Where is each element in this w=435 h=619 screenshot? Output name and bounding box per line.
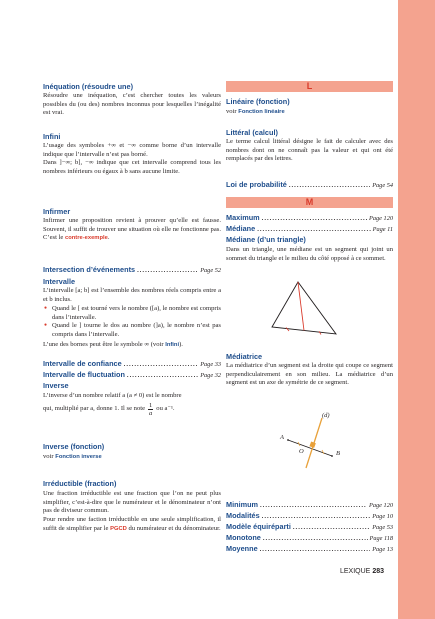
entry-title-intervalle: Intervalle xyxy=(43,277,76,286)
entry-title-inverse-fonction: Inverse (fonction) xyxy=(43,442,105,451)
entry-monotone[interactable]: Monotone ..... Page 118 xyxy=(226,533,393,544)
entry-loi-probabilite[interactable]: Loi de probabilité ..... Page 54 xyxy=(226,180,393,191)
page-number: 283 xyxy=(372,568,384,575)
entry-intervalle-fluctuation[interactable]: Intervalle de fluctuation ..... Page 32 xyxy=(43,370,221,381)
entry-mediane[interactable]: Médiane ..... Page 11 xyxy=(226,224,393,235)
entry-title-inverse: Inverse xyxy=(43,381,69,390)
entry-modele-equireparti[interactable]: Modèle équiréparti ..... Page 53 xyxy=(226,522,393,533)
entry-text-litteral: Le terme calcul littéral désigne le fait de calculer avec des nombres dont on ne connaît pas la valeur et qui ont été remplacés par des lettres. xyxy=(226,138,393,163)
letter-band-l: L xyxy=(226,81,393,92)
figure-label-o: O xyxy=(299,448,304,455)
entry-intervalle-confiance[interactable]: Intervalle de confiance ..... Page 33 xyxy=(43,359,221,370)
entry-text-infini-1: L’usage des symboles +∞ et −∞ comme borne d’un intervalle indique que l’intervalle n’est pas borné. xyxy=(43,142,221,158)
chapter-sidebar-tab xyxy=(398,0,435,619)
link-infini[interactable]: Infini xyxy=(165,342,180,348)
figure-label-d: (d) xyxy=(322,412,330,419)
link-fonction-lineaire[interactable]: Fonction linéaire xyxy=(238,109,285,115)
intervalle-bullet-list xyxy=(43,305,221,339)
entry-modalites[interactable]: Modalités ..... Page 10 xyxy=(226,511,393,522)
link-fonction-inverse[interactable]: Fonction inverse xyxy=(55,454,102,460)
link-pgcd[interactable]: PGCD xyxy=(110,525,127,532)
entry-text-inequation: Résoudre une inéquation, c’est chercher toutes les valeurs possibles du (ou des) nombres inconnus pour lesquelles l’inégalité est vrai. xyxy=(43,92,221,117)
entry-text-irreductible-2: Pour rendre une faction irréductible en une seule simplification, il suffit de simplifier par le PGCD du numérateur et du dénominateur. xyxy=(43,516,221,532)
entry-title-litteral: Littéral (calcul) xyxy=(226,128,278,137)
page-footer xyxy=(340,568,384,575)
link-contre-exemple[interactable]: contre-exemple xyxy=(64,235,108,242)
entry-text-intervalle: L’intervalle [a; b] est l’ensemble des nombres réels compris entre a et b inclus. xyxy=(43,287,221,303)
entry-voir-inverse-fonction: voir Fonction inverse xyxy=(43,453,102,460)
list-item: ● Quand le [ est tourné vers le nombre ([a), le nombre est compris dans l’intervalle. xyxy=(43,305,221,322)
entry-title-irreductible: Irréductible (fraction) xyxy=(43,479,117,488)
entry-title-lineaire: Linéaire (fonction) xyxy=(226,97,290,106)
entry-voir-lineaire: voir Fonction linéaire xyxy=(226,108,285,115)
entry-text-inverse-1: L’inverse d’un nombre relatif a (a ≠ 0) est le nombre xyxy=(43,392,182,399)
entry-text-inverse-2: qui, multiplié par a, donne 1. Il se note 1 a ou a⁻¹. xyxy=(43,402,175,417)
triangle-median-figure xyxy=(226,270,393,340)
entry-moyenne[interactable]: Moyenne ..... Page 13 xyxy=(226,544,393,555)
entry-text-infini-2: Dans ]−∞; b], −∞ indique que cet intervalle comprend tous les nombres inférieurs ou égaux à b sans aucune limite. xyxy=(43,159,221,175)
entry-minimum[interactable]: Minimum ..... Page 120 xyxy=(226,500,393,511)
entry-text-mediatrice: La médiatrice d’un segment est la droite qui coupe ce segment perpendiculairement en son milieu. La médiatrice d’un segment est un axe de symétrie de ce segment. xyxy=(226,362,393,387)
figure-label-b: B xyxy=(336,450,340,457)
entry-title-infirmer: Infirmer xyxy=(43,207,71,216)
entry-text-infirmer: Infirmer une proposition revient à prouver qu’elle est fausse. Souvent, il suffit de trouver une situation où elle ne fonctionne pas. C’est le contre-exemple. xyxy=(43,217,221,242)
entry-title-infini: Infini xyxy=(43,132,61,141)
entry-text-irreductible-1: Une fraction irréductible est une fraction que l’on ne peut plus simplifier, c’est-à-dire que le numérateur et le dénominateur n’ont pas de diviseur commun. xyxy=(43,490,221,515)
figure-label-a: A xyxy=(280,434,284,441)
entry-text-intervalle-2: L’une des bornes peut être le symbole ∞ (voir Infini). xyxy=(43,341,183,348)
list-item: ● Quand le ] tourne le dos au nombre (]a), le nombre n’est pas compris dans l’intervalle. xyxy=(43,322,221,339)
entry-title-inequation: Inéquation (résoudre une) xyxy=(43,82,133,91)
fraction-one-over-a: 1 a xyxy=(149,402,153,417)
letter-band-m: M xyxy=(226,197,393,208)
perpendicular-bisector-figure xyxy=(226,410,393,472)
footer-label: LEXIQUE xyxy=(340,568,371,575)
entry-title-mediane-triangle: Médiane (d’un triangle) xyxy=(226,235,306,244)
entry-maximum[interactable]: Maximum ..... Page 120 xyxy=(226,213,393,224)
entry-text-mediane-triangle: Dans un triangle, une médiane est un segment qui joint un sommet du triangle et le milieu du côté opposé à ce sommet. xyxy=(226,246,393,262)
entry-intersection[interactable]: Intersection d’événements ..... Page 52 xyxy=(43,265,221,276)
entry-title-mediatrice: Médiatrice xyxy=(226,352,263,361)
